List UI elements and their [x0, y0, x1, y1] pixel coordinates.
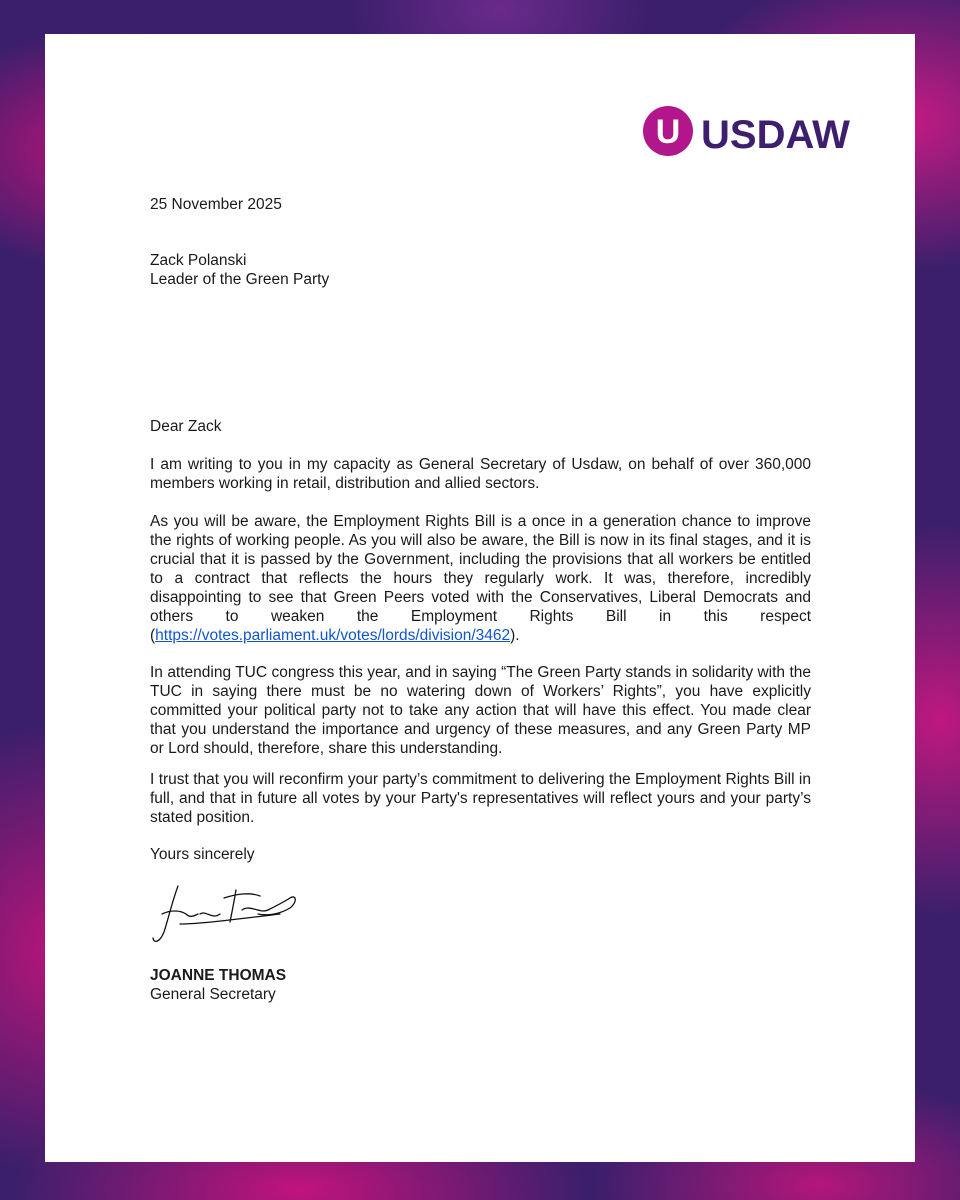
signatory-block	[150, 966, 811, 1004]
logo-wordmark: USDAW	[701, 113, 850, 157]
paragraph-1: I am writing to you in my capacity as General Secretary of Usdaw, on behalf of over 360,000 members working in retail, distribution and allied sectors.	[150, 456, 811, 492]
citation-open-paren: (	[150, 627, 156, 644]
paragraph-2-citation	[150, 626, 811, 645]
recipient-name: Zack Polanski	[150, 252, 247, 269]
closing: Yours sincerely	[150, 846, 255, 863]
division-vote-link[interactable]: https://votes.parliament.uk/votes/lords/division/3462	[155, 627, 511, 644]
usdaw-logo-svg	[643, 105, 853, 157]
logo-letter: U	[655, 113, 681, 151]
paragraph-2	[150, 512, 811, 645]
signatory-name: JOANNE THOMAS	[150, 967, 287, 984]
signature-drawing	[150, 880, 300, 950]
letter-date: 25 November 2025	[150, 196, 282, 213]
salutation: Dear Zack	[150, 418, 222, 435]
paragraph-3: In attending TUC congress this year, and in saying “The Green Party stands in solidarity with the TUC in saying there must be no watering down of Workers’ Rights”, you have explicitly committed your political party not to take any action that will have this effect. You made clear that you understand the importance and urgency of these measures, and any Green Party MP or Lord should, therefore, share this understanding.	[150, 664, 811, 757]
paragraph-2-body: As you will be aware, the Employment Rights Bill is a once in a generation chance to improve the rights of working people. As you will also be aware, the Bill is now in its final stages, and it is crucial that it is passed by the Government, including the provisions that all workers be entitled to a contract that reflects the hours they regularly work. It was, therefore, incredibly disappointing to see that Green Peers voted with the Conservatives, Liberal Democrats and others to weaken the Employment Rights Bill in this respect	[150, 513, 811, 625]
recipient-title: Leader of the Green Party	[150, 271, 330, 288]
usdaw-logo	[643, 105, 853, 157]
paragraph-4: I trust that you will reconfirm your party’s commitment to delivering the Employment Rights Bill in full, and that in future all votes by your Party's representatives will reflect yours and your party’s stated position.	[150, 771, 811, 826]
signature	[150, 880, 300, 950]
citation-close: ).	[510, 627, 520, 644]
recipient-block	[150, 251, 811, 289]
signatory-title: General Secretary	[150, 986, 276, 1003]
